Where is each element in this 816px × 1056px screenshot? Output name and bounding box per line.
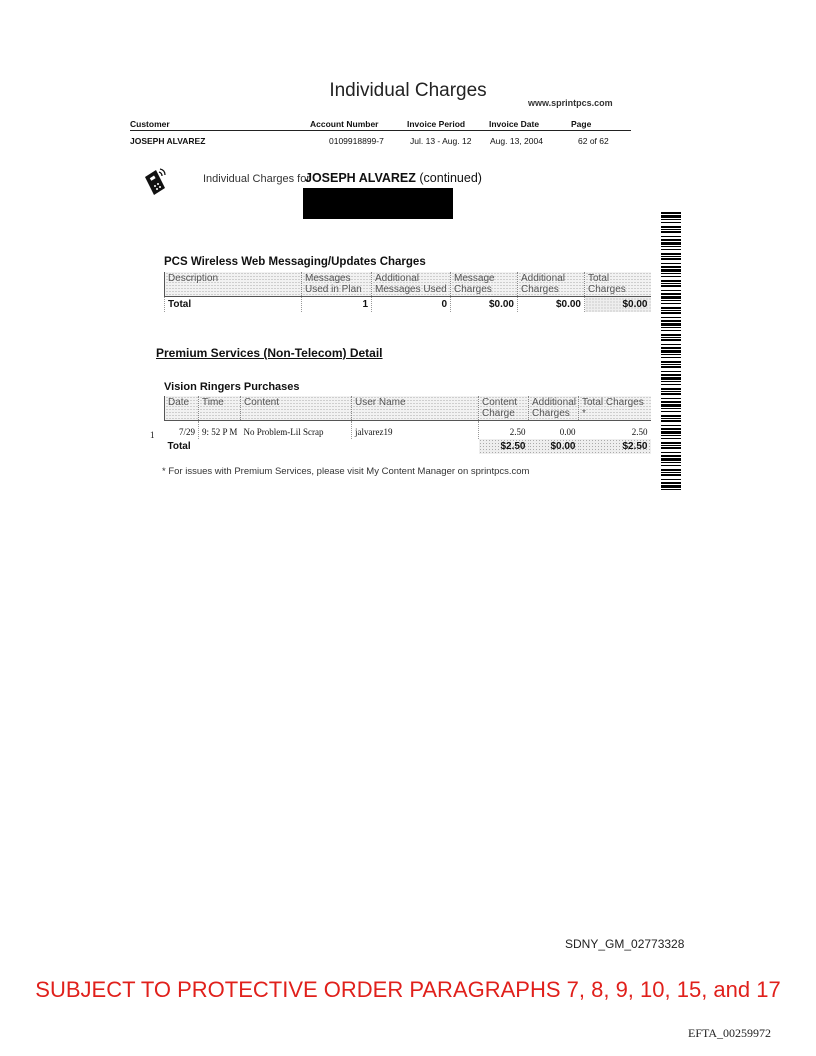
table-total-row <box>165 439 651 454</box>
premium-services-title: Premium Services (Non-Telecom) Detail <box>156 346 383 360</box>
vision-ringers-table <box>164 396 651 454</box>
total-label: Total <box>165 297 302 313</box>
individual-name <box>305 171 482 185</box>
th-messages-used: Messages Used in Plan <box>302 272 372 297</box>
premium-note: * For issues with Premium Services, please visit My Content Manager on sprintpcs.com <box>162 466 530 477</box>
invoice-period-value: Jul. 13 - Aug. 12 <box>410 136 472 146</box>
th-content-charge: Content Charge <box>479 396 529 421</box>
th-total-charges: Total Charges <box>585 272 651 297</box>
page-value: 62 of 62 <box>578 136 609 146</box>
col-invoice-date: Invoice Date <box>489 119 540 129</box>
cell-time: 9: 52 P M <box>199 421 241 440</box>
total-label: Total <box>167 441 191 452</box>
th-additional-charges: Additional Charges <box>518 272 585 297</box>
cell-content-charge: 2.50 <box>479 421 529 440</box>
row-number: 1 <box>150 430 155 440</box>
table-total-row <box>165 297 651 313</box>
total-additional-used: 0 <box>372 297 451 313</box>
total-content-charge: $2.50 <box>479 439 529 454</box>
page-title: Individual Charges <box>329 80 487 101</box>
th-message-charges: Message Charges <box>451 272 518 297</box>
cell-user: jalvarez19 <box>352 421 479 440</box>
barcode-icon <box>661 212 681 490</box>
redaction-box <box>303 188 453 219</box>
total-message-charges: $0.00 <box>451 297 518 313</box>
th-total-charges: Total Charges * <box>579 396 651 421</box>
th-additional-messages: Additional Messages Used <box>372 272 451 297</box>
col-invoice-period: Invoice Period <box>407 119 466 129</box>
table-header-row <box>165 272 651 297</box>
th-user-name: User Name <box>352 396 479 421</box>
cell-date: 7/29 <box>178 427 195 437</box>
individual-name-text: JOSEPH ALVAREZ <box>305 171 416 185</box>
vision-ringers-title: Vision Ringers Purchases <box>164 381 300 393</box>
total-total-charges: $0.00 <box>585 297 651 313</box>
col-page: Page <box>571 119 592 129</box>
total-messages-used: 1 <box>302 297 372 313</box>
cell-content: No Problem-Lil Scrap <box>243 427 324 437</box>
th-additional-charges: Additional Charges <box>529 396 579 421</box>
website-url: www.sprintpcs.com <box>528 98 613 108</box>
account-number-value: 0109918899-7 <box>329 136 384 146</box>
customer-value: JOSEPH ALVAREZ <box>130 136 206 146</box>
col-account-number: Account Number <box>310 119 379 129</box>
table-row <box>165 421 651 440</box>
invoice-date-value: Aug. 13, 2004 <box>490 136 543 146</box>
col-customer: Customer <box>130 119 170 129</box>
th-date: Date <box>165 396 199 421</box>
individual-charges-label: Individual Charges for <box>203 173 311 185</box>
th-time: Time <box>199 396 241 421</box>
cell-additional: 0.00 <box>559 427 576 437</box>
header-divider <box>130 130 631 131</box>
efta-number: EFTA_00259972 <box>688 1026 772 1040</box>
continued-label: (continued) <box>419 171 482 185</box>
bates-number: SDNY_GM_02773328 <box>565 937 685 951</box>
total-additional-charges: $0.00 <box>518 297 585 313</box>
cell-total: 2.50 <box>631 427 648 437</box>
th-description: Description <box>165 272 302 297</box>
total-total: $2.50 <box>579 439 651 454</box>
phone-icon <box>141 166 169 198</box>
table-header-row <box>165 396 651 421</box>
protective-order-notice: SUBJECT TO PROTECTIVE ORDER PARAGRAPHS 7, 8, 9, 10, 15, and 17 <box>35 977 781 1002</box>
wireless-web-title: PCS Wireless Web Messaging/Updates Charges <box>164 256 426 268</box>
wireless-web-table <box>164 272 651 312</box>
th-content: Content <box>241 396 352 421</box>
total-additional: $0.00 <box>529 439 579 454</box>
